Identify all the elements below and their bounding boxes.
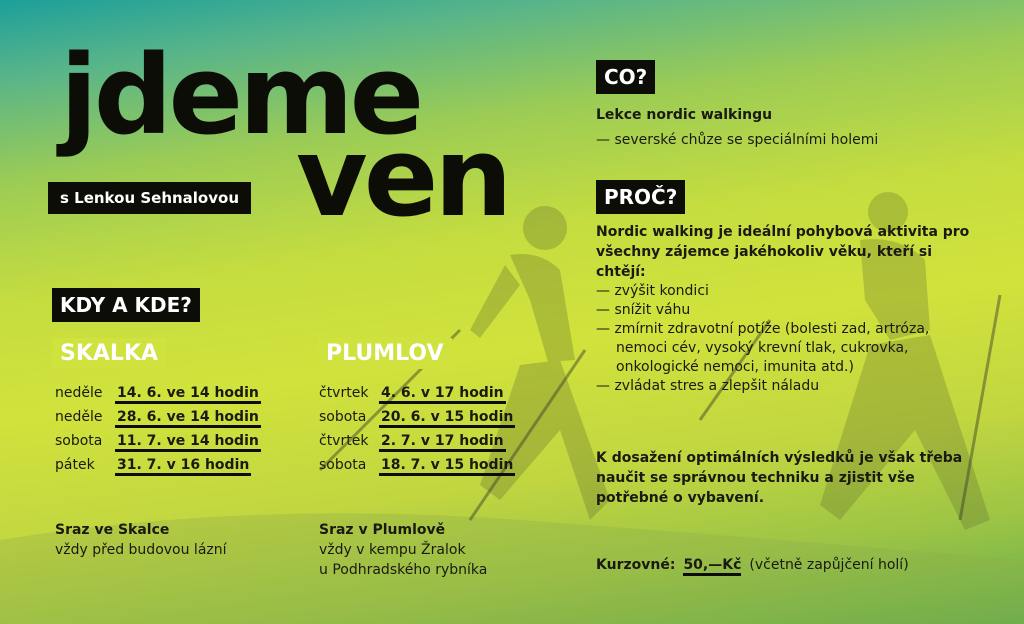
schedule-day: sobota bbox=[319, 457, 367, 473]
list-item: — zvládat stres a zlepšit náladu bbox=[596, 377, 929, 396]
schedule-row bbox=[55, 385, 261, 409]
when-where-heading: KDY A KDE? bbox=[52, 288, 200, 322]
list-item: — zvýšit kondici bbox=[596, 282, 929, 301]
plumlov-meeting-point bbox=[319, 520, 487, 580]
schedule-row bbox=[55, 457, 261, 481]
title-line-1: jdeme bbox=[60, 31, 421, 159]
list-item: — snížit váhu bbox=[596, 301, 929, 320]
plumlov-schedule bbox=[319, 385, 515, 481]
schedule-date: 11. 7. ve 14 hodin bbox=[115, 433, 261, 452]
schedule-date: 20. 6. v 15 hodin bbox=[379, 409, 515, 428]
fee-note: (včetně zapůjčení holí) bbox=[749, 557, 909, 573]
meeting-title: Sraz ve Skalce bbox=[55, 522, 170, 538]
schedule-day: sobota bbox=[55, 433, 103, 449]
schedule-date: 4. 6. v 17 hodin bbox=[379, 385, 506, 404]
fee-price: 50,—Kč bbox=[683, 557, 741, 576]
schedule-day: čtvrtek bbox=[319, 385, 369, 401]
schedule-row bbox=[319, 409, 515, 433]
what-section bbox=[596, 105, 878, 150]
what-heading: CO? bbox=[596, 60, 655, 94]
meeting-place: u Podhradského rybníka bbox=[319, 562, 488, 578]
schedule-date: 2. 7. v 17 hodin bbox=[379, 433, 506, 452]
schedule-date: 28. 6. ve 14 hodin bbox=[115, 409, 261, 428]
subtitle-badge: s Lenkou Sehnalovou bbox=[48, 182, 251, 214]
schedule-day: pátek bbox=[55, 457, 95, 473]
schedule-row bbox=[55, 433, 261, 457]
schedule-date: 18. 7. v 15 hodin bbox=[379, 457, 515, 476]
schedule-row bbox=[319, 385, 515, 409]
schedule-row bbox=[319, 457, 515, 481]
skalka-heading: SKALKA bbox=[52, 338, 166, 369]
closing-text: K dosažení optimálních výsledků je však třeba naučit se správnou techniku a zjistit vše potřebné o vybavení. bbox=[596, 450, 963, 506]
meeting-place: vždy před budovou lázní bbox=[55, 542, 227, 558]
meeting-place: vždy v kempu Žralok bbox=[319, 542, 466, 558]
schedule-day: neděle bbox=[55, 409, 103, 425]
schedule-day: sobota bbox=[319, 409, 367, 425]
why-intro: Nordic walking je ideální pohybová aktivita pro všechny zájemce jakéhokoliv věku, kteří si chtějí: bbox=[596, 224, 970, 280]
title-line-2: ven bbox=[296, 113, 509, 241]
schedule-date: 14. 6. ve 14 hodin bbox=[115, 385, 261, 404]
fee-label: Kurzovné: bbox=[596, 557, 676, 573]
skalka-meeting-point bbox=[55, 520, 227, 560]
schedule-row bbox=[55, 409, 261, 433]
schedule-date: 31. 7. v 16 hodin bbox=[115, 457, 251, 476]
meeting-title: Sraz v Plumlově bbox=[319, 522, 446, 538]
course-fee bbox=[596, 557, 909, 576]
what-title: Lekce nordic walkingu bbox=[596, 107, 773, 123]
what-description: — severské chůze se speciálními holemi bbox=[596, 132, 879, 148]
list-item: — zmírnit zdravotní potíže (bolesti zad, artróza, nemoci cév, vysoký krevní tlak, cukrovka, onkologické nemoci, imunita atd.) bbox=[596, 320, 929, 377]
why-heading: PROČ? bbox=[596, 180, 685, 214]
schedule-row bbox=[319, 433, 515, 457]
plumlov-heading: PLUMLOV bbox=[318, 338, 452, 369]
schedule-day: neděle bbox=[55, 385, 103, 401]
skalka-schedule bbox=[55, 385, 261, 481]
benefits-list bbox=[596, 282, 929, 396]
schedule-day: čtvrtek bbox=[319, 433, 369, 449]
